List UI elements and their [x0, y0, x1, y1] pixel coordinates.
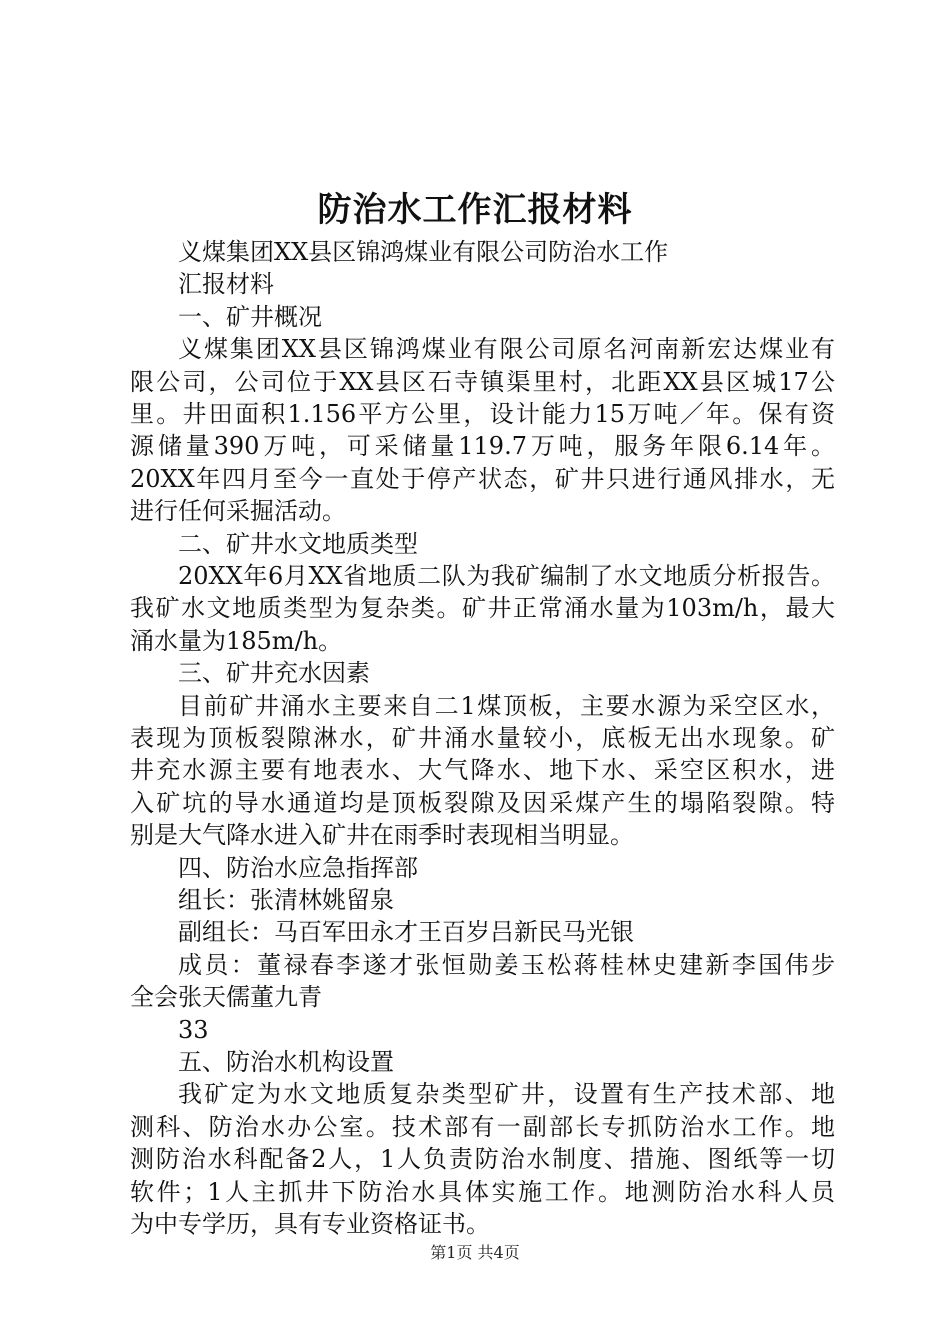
body-line: 别是大气降水进入矿井在雨季时表现相当明显。 [130, 821, 634, 850]
body-line: 限公司，公司位于XX县区石寺镇渠里村，北距XX县区城17公 [130, 367, 835, 396]
body-line: 义煤集团XX县区锦鸿煤业有限公司原名河南新宏达煤业有 [178, 335, 835, 364]
body-line: 目前矿井涌水主要来自二1煤顶板，主要水源为采空区水， [178, 691, 835, 720]
body-line: 测科、防治水办公室。技术部有一副部长专抓防治水工作。地 [130, 1112, 835, 1141]
body-line: 20XX年四月至今一直处于停产状态，矿井只进行通风排水，无 [130, 464, 835, 493]
document-body [130, 236, 835, 1240]
body-line: 一、矿井概况 [178, 302, 322, 331]
body-line: 五、防治水机构设置 [178, 1047, 394, 1076]
body-line: 全会张天儒董九青 [130, 983, 322, 1012]
body-line: 测防治水科配备2人，1人负责防治水制度、措施、图纸等一切 [130, 1145, 835, 1174]
body-line: 20XX年6月XX省地质二队为我矿编制了水文地质分析报告。 [178, 561, 835, 590]
body-line: 我矿水文地质类型为复杂类。矿井正常涌水量为103m/h，最大 [130, 594, 835, 623]
body-line: 表现为顶板裂隙淋水，矿井涌水量较小，底板无出水现象。矿 [130, 723, 835, 752]
page-footer: 第1页 共4页 [430, 1243, 520, 1262]
body-line: 为中专学历，具有专业资格证书。 [130, 1209, 490, 1238]
body-line: 33 [178, 1015, 209, 1044]
body-line: 四、防治水应急指挥部 [178, 853, 418, 882]
body-line: 二、矿井水文地质类型 [178, 529, 418, 558]
document-title: 防治水工作汇报材料 [317, 190, 633, 230]
body-line: 源储量390万吨，可采储量119.7万吨，服务年限6.14年。 [130, 432, 835, 461]
body-line: 汇报材料 [178, 270, 274, 299]
body-line: 三、矿井充水因素 [178, 659, 370, 688]
body-line: 软件；1人主抓井下防治水具体实施工作。地测防治水科人员 [130, 1177, 835, 1206]
body-line: 进行任何采掘活动。 [130, 497, 346, 526]
body-line: 成员：董禄春李遂才张恒勋姜玉松蒋桂林史建新李国伟步 [178, 950, 835, 979]
body-line: 入矿坑的导水通道均是顶板裂隙及因采煤产生的塌陷裂隙。特 [130, 788, 835, 817]
body-line: 我矿定为水文地质复杂类型矿井，设置有生产技术部、地 [178, 1080, 835, 1109]
body-line: 义煤集团XX县区锦鸿煤业有限公司防治水工作 [178, 238, 669, 266]
body-line: 涌水量为185m/h。 [130, 626, 343, 655]
body-line: 副组长：马百军田永才王百岁吕新民马光银 [178, 918, 634, 947]
body-line: 里。井田面积1.156平方公里，设计能力15万吨／年。保有资 [130, 400, 835, 428]
body-line: 组长：张清林姚留泉 [178, 885, 394, 914]
body-line: 井充水源主要有地表水、大气降水、地下水、采空区积水，进 [130, 756, 835, 785]
